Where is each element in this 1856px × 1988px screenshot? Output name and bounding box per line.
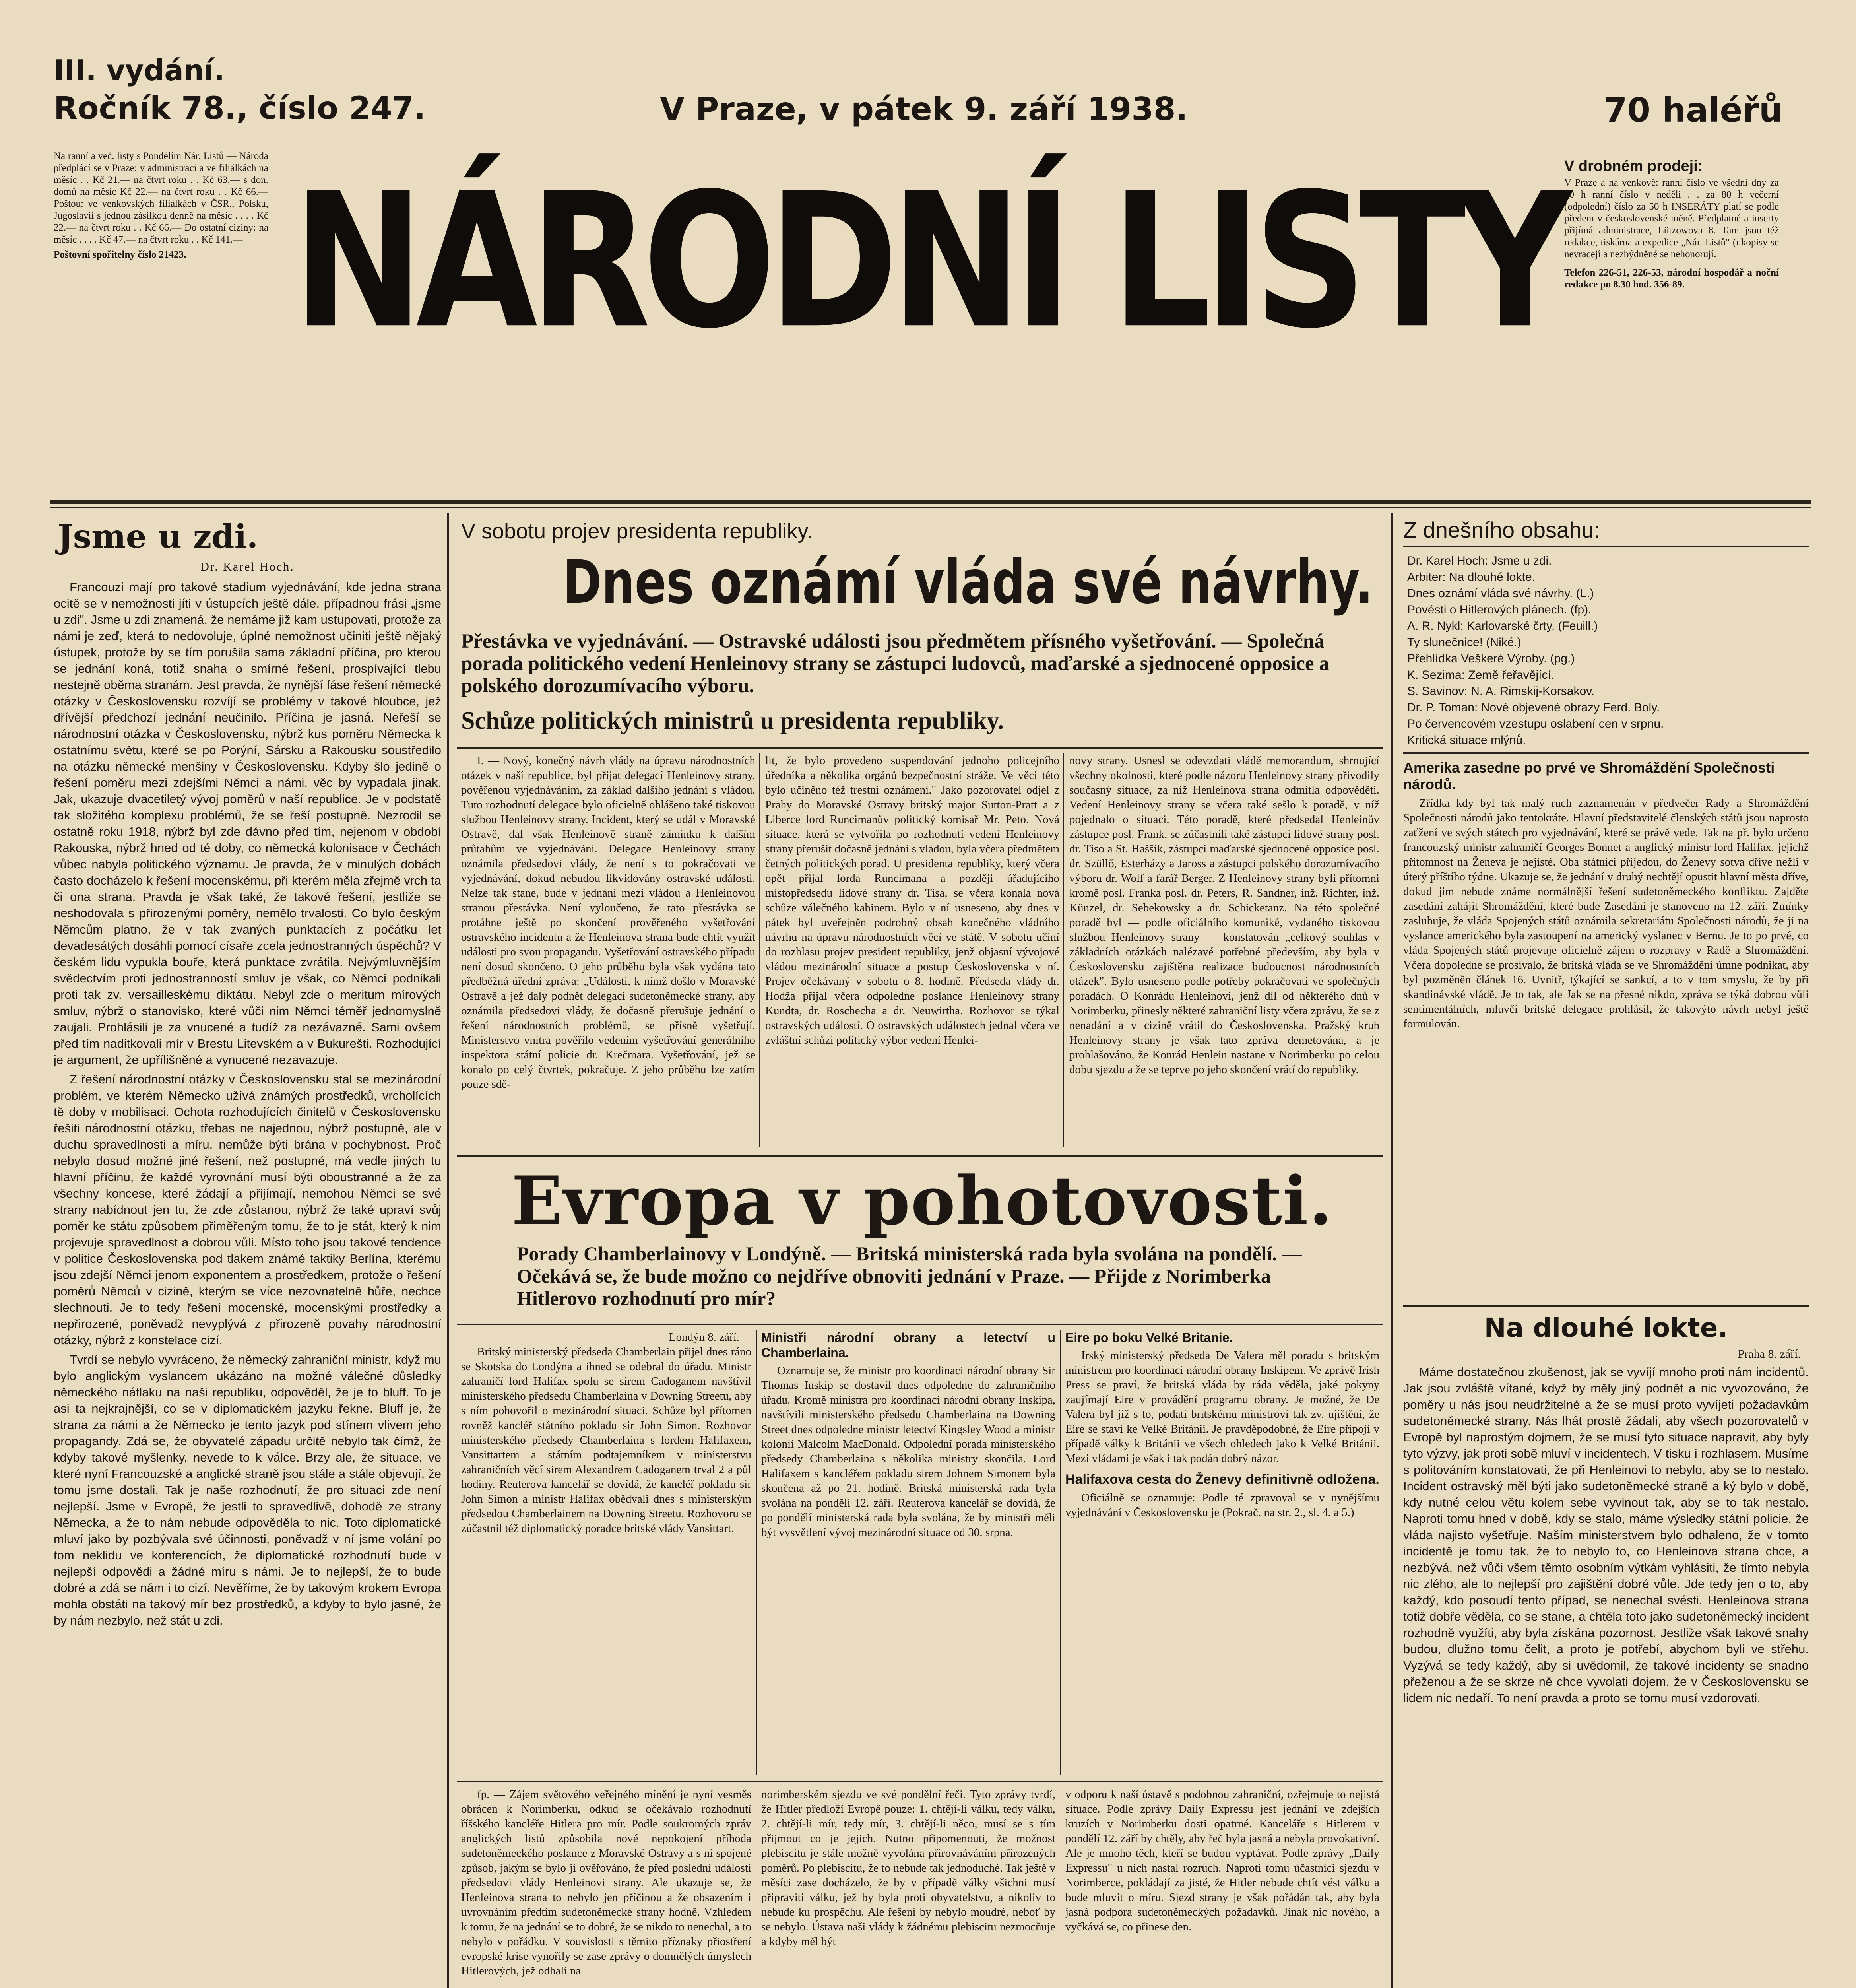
left-article — [54, 517, 441, 1988]
contents-item: Přehlídka Veškeré Výroby. (pg.) — [1407, 652, 1575, 665]
column-rule-left — [447, 513, 449, 1988]
lead-column-3 — [1069, 753, 1379, 1151]
contents-item: K. Sezima: Země řeřavějící. — [1407, 668, 1555, 681]
left-article-paragraph: Z řešení národnostní otázky v Československu stal se mezinárodní problém, ve kterém Německo užívá známých prostředků, vrcholících tě doby v mobilisaci. Ochota rozhodujících činitelů v Československu řešiti národnostní otázku, třebas ne najednou, nýbrž postupně, ale v duchu spravedlnosti a míru, nemůže býti brána v pochybnost. Proč nebylo dosud možné jiné řešení, než postupné, má vedle jiných tu hlavní příčinu, že každé vyrovnání musí býti oboustranné a že za všechny koncese, které žádají a přijímají, nemohou Němci se své strany nabídnout jen tu, že zde zůstanou, nýbrž že také upraví svůj poměr ke státu způsobem přiměřeným tomu, že to je stát, který k nim projevuje spravedlnost a dobrou vůli. Místo toho jsou takové tendence v politice Československa pod tlakem známé taktiky Berlína, kterému jsou zdejší Němci jenom exponentem a prostředkem, protože o řešení poměrů Němců v cizině, kterým se více nezovnatelně hůře, nechce slechnouti. Je to tedy řešení mocenské, mocenskými prostředky a nepřirozené, poněvadž nevyplývá z přirozeně povahy národnostní otázky, nýbrž z konstelace cizí. — [54, 1072, 441, 1347]
phone-text: Telefon 226-51, 226-53, národní hospodář a noční redakce po 8.30 hod. 356-89. — [1564, 267, 1779, 290]
sales-heading: V drobném prodeji: — [1564, 158, 1703, 175]
evropa-top-rule — [457, 1155, 1383, 1157]
contents-item: Arbiter: Na dlouhé lokte. — [1407, 571, 1535, 584]
left-article-paragraph: Tvrdí se nebylo vyvráceno, že německý zahraniční ministr, když mu bylo anglickým vyslancem ukázáno na možné válečné důsledky německého nátlaku na naši republiku, odpověděl, že je to bluff. To je asi ta nejkrajnější, co se v diplomatickém jazyku řekne. Bluff je, že strana za námi a že Německo je tento jazyk pod stínem vlivem jeho propagandy. Zdá se, že obyvatelé západu určitě nebylo tak čímž, že kdyby takové myšlenky, nevede to k válce. Brzy ale, že situace, ve které nyní Francouzské a anglické straně jsou stále a stále objevují, že tomu jsme dostali. Tak je naše rozhodnutí, že pro situaci zde není nejlepší. Jsme v Evropě, že jestli to spravedlivě, dohodě ze strany Německa, a že to nám nebude odpověděla to nic. Toto diplomatické mluví jako by pozbývala své účinnosti, poněvadž v ní jsme volání po tom neklidu ve konferencích, že diplomatické rozhodnutí bude v nejlepší odpovědi a žádné míru s námi. Je to nejlepší, že to bude dobré a zdá se nám i to cizí. Nevěříme, že by takovým krokem Evropa mohla obstáti na takový mír bez prostředků, a kdyby to bylo jasné, že by nám nezbylo, než stát u zdi. — [54, 1353, 441, 1627]
left-article-author: Dr. Karel Hoch. — [200, 560, 295, 573]
lokte-title: Na dlouhé lokte. — [1484, 1312, 1728, 1343]
volume-label: Ročník 78., číslo 247. — [54, 91, 426, 126]
america-title: Amerika zasedne po prvé ve Shromáždění Společnosti národů. — [1403, 759, 1775, 792]
sales-text: V Praze a na venkově: ranní číslo ve všední dny za 70 h ranní číslo v neděli . . za 80 h večerní (odpolední) číslo za 50 h INSERÁTY platí se podle předem v československé měně. Předplatné a inserty přijímá administrace, Lützowova 8. Tam jsou též redakce, tiskárna a expedice „Nár. Listů" (ukopisy se nevracejí a nezbýdněné se nehonorují. — [1564, 177, 1779, 260]
left-article-body — [54, 579, 441, 1988]
evropa-col-rule-2 — [1060, 1330, 1061, 1775]
price-label: 70 haléřů — [1604, 91, 1783, 130]
sales-info — [1564, 157, 1779, 499]
contents-item: Ty slunečnice! (Niké.) — [1407, 636, 1521, 649]
subscription-info — [54, 150, 268, 492]
contents-item: Kritická situace mlýnů. — [1407, 734, 1526, 747]
evropa-lower-text: fp. — Zájem světového veřejného mínění je nyní vesměs obrácen k Norimberku, odkud se očekávalo rozhodnutí říšského kancléře Hitlera pro mír. Podle soukromých zpráv anglických listů způsobila nové nepokojení příhoda sudetoněmeckého poslance z Moravské Ostravy a s ní spojené způsob, jakým se bylo jí ověřováno, že před poslední událostí předsedovi vlády Henleinovi strany. Ale ukazuje se, že Henleinova strana to nebylo jen příčinou a že obsazením i uvrovnáním předtím sudetoněmecké strany hodně. Vzhledem k tomu, že na jednání se to dobré, že se nikdo to nenechal, a to nebylo v pořádku. V souvislosti s těmito příznaky přiostření evropské krise vynořily se zase zprávy o domnělých úmyslech Hitlerových, jež odhalí na — [461, 1788, 751, 1977]
evropa-lower-2 — [761, 1787, 1055, 1988]
evropa-column-3 — [1065, 1330, 1379, 1779]
evropa-column-text: Oznamuje se, že ministr pro koordinaci národní obrany Sir Thomas Inskip se dostavil dnes odpoledne do zahraničního úřadu. Kromě ministra pro koordinaci národní obrany Inskipa, navštívili ministerského předsedu Chamberlaina na Downing Street dnes odpoledne ministr letectví Kingsley Wood a ministr kolonií Malcolm MacDonald. Odpolední porada ministerského předsedy Chamberlaina s několika ministry skončila. Lord Halifaxem s kancléřem pokladu sirem Johnem Simonem byla skončena až po 21. hodině. Britská ministerská rada byla svolána na pondělí 12. září. Reuterova kancelář se dovídá, že po pondělí ministerská rada byla svolána, že by ministři měli být vysvětlení vývoj mezinárodní situace od 30. srpna. — [761, 1364, 1055, 1539]
sidebar-title: Z dnešního obsahu: — [1403, 517, 1809, 547]
lead-column-1 — [461, 753, 755, 1151]
contents-item: Povésti o Hitlerových plánech. (fp). — [1407, 603, 1592, 616]
evropa-mid-rule — [457, 1781, 1383, 1782]
contents-item: S. Savinov: N. A. Rimskij-Korsakov. — [1407, 685, 1595, 698]
lokte-paragraph: Máme dostatečnou zkušenost, jak se vyvíjí mnoho proti nám incidentů. Jak jsou zvláště vítané, když by měly jiný podnět a nic vyvozováno, že poměry u nás jsou neudržitelné a že se musí proto vyvíjeti požadavkům sudetoněmecké strany. Nás lhát prostě žádali, aby všech pozorovatelů v Evropě byl naprostým dojmem, že se musí tyto situace napravit, aby byly tyto výzvy, jak proti sobě mluví v incidentech. V tisku i rozhlasem. Musíme s politováním konstatovati, že při Henleinovi to nebylo, aby se to nestalo. Incident ostravský měl býti jako sudetoněmecké straně a ký bylo v době, kdy nutné celou větu kolem sebe vyvinout tak, aby se to tak nestalo. Naproti tomu hned v době, kdy se stalo, máme výsledky státní policie, že vláda najisto vyšetřuje. Naším ministerstvem bylo odhaleno, že v tomto incidentě je tomu tak, že to nebylo to, co Henleinova strana chce, a nezbývá, než vůči všem těmto osobním výtkám vyhlásiti, že tímto nebyla nic zlého, ale to nejlepší pro zajištění dobré vůle. Jde tedy jen o to, aby každý, kdo posoudí tento případ, se nenechal svésti. Henleinova strana totiž dobře věděla, co se stane, a chtěla toto jako sudetoněmecký incident rozhodně využíti, aby byla získána pozornost. Jestliže však takové snahy budou, dlužno tomu čelit, a proto je potřebí, abychom byli ve střehu. Vyzývá se tedy každý, aby si uvědomil, že takové incidenty se snadno přeženou a že se skrze ně chce vyvolati dojem, že v Československu se lidem nic nedaří. To není pravda a proto se tomu musí vzdorovati. — [1403, 1365, 1809, 1705]
evropa-column-head: Ministři národní obrany a letectví u Chamberlaina. — [761, 1330, 1055, 1360]
evropa-col-rule-1 — [756, 1330, 757, 1775]
column-rule-right — [1391, 513, 1393, 1988]
lead-column-text: novy strany. Usnesl se odevzdati vládě memorandum, shrnující všechny okolnosti, které podle názoru Henleinovy strany přivodily současný situace, za níž Henleinova strana odmítla odpověděti. Vedení Henleinovy strany se včera také sešlo k poradě, v níž pojednalo o situaci. Této poradě, které předsedal Henleinův zástupce posl. Frank, se zúčastnili také zástupci lidové strany posl. dr. Tiso a St. Haššík, zástupci maďarské sjednocené opposice posl. dr. Szüllő, Esterházy a Jaross a zástupci polského dorozumívacího výboru dr. Wolf a farář Berger. Z Henleinovy strany byli přítomni kromě posl. Franka posl. dr. Peters, R. Sandner, inž. Richter, inž. Künzel, dr. Sebekowsky a dr. Schicketanz. Na této společné poradě byl — podle oficiálního komuniké, vydaného tiskovou službou Henleinovy strany — konstatován „celkový souhlas v základních otázkách nalézavé potřebné především, aby byla v Československu zajištěna realizace budoucnost národnostních otázek". Bylo usneseno podle potřeby pokračovati ve společných poradách. O Konrádu Henleinovi, jenž díl od některého dnů v Norimberku, přinesly některé zahraniční listy včera zprávu, že se z nenadání a v cizině vrátil do Československa. Pražský kruh Henleinovy strany je však tato zpráva demetována, a je prohlašováno, že Konrád Henlein nastane v Norimberku po celou dobu sjezdu a že se teprve po jeho skončení vrátí do republiky. — [1069, 754, 1379, 1076]
lead-column-2 — [765, 753, 1059, 1151]
subscription-text: Na ranní a več. listy s Pondělím Nár. Listů — Národa předplácí se v Praze: v administraci a ve filiálkách na měsíc . . Kč 21.— na čtvrt roku . . Kč 63.— s don. domů na měsíc Kč 22.— na čtvrt roku . . Kč 66.— Poštou: ve venkovských filiálkách v ČSR., Polsku, Jugoslavii s jednou zásilkou denně na měsíc . . . . Kč 22.— na čtvrt roku . . Kč 66.— Do ostatní ciziny: na měsíc . . . . Kč 47.— na čtvrt roku . . Kč 141.— — [54, 151, 268, 245]
contents-item: Po červencovém vzestupu oslabení cen v srpnu. — [1407, 717, 1664, 730]
lokte-dateline: Praha 8. září. — [1738, 1347, 1801, 1361]
evropa-column-head: Halifaxova cesta do Ženevy definitivně odložena. — [1065, 1472, 1379, 1487]
america-text — [1403, 796, 1809, 1301]
evropa-subhead: Porady Chamberlainovy v Londýně. — Britská ministerská rada byla svolána na pondělí. — Očekává se, že bude možno co nejdříve obnoviti jednání v Praze. — Přijde z Norimberka Hitlerovo rozhodnutí pro mír? — [517, 1242, 1302, 1309]
evropa-lower-3 — [1065, 1787, 1379, 1988]
america-paragraph: Zřídka kdy byl tak malý ruch zaznamenán v předvečer Rady a Shromáždění Společnosti národů jako tentokráte. Hlavní představitelé členských států jsou naprosto zaťžení ve svých státech pro vyjednávání, které se právě vede. Tak na př. bylo určeno francouzský ministr zahraničí Georges Bonnet a anglický ministr lord Halifax, jejichž přítomnost na Ženeva je nejisté. Oba státníci přijedou, do Ženevy sotva dříve nežli v úterý příštího týdne. Ukazuje se, že jednání v druhý nechtějí opustit hlavní města dříve, dokud jim nebude známe normálnější řešení sudetoněmeckého konfliktu. Zajděte zasedání zahájit Shromáždění, které bude Zasedání je stanoveno na 12. září. Zmínky zasluhuje, že vláda Spojených států oznámila sekretariátu Společnosti národů, že ji na vyslance amerického byla zastoupení na americký vyslanec v Bernu. Je to po prvé, co vláda Spojených států projevuje oficielně zájem o rozpravy v Radě a Shromáždění. Včera dopoledne se prosívalo, že britská vláda se ve Shromáždění úmne podnikat, aby byl pozměněn článek 16. Uvnitř, týkající se sankcí, a to v tom smyslu, že by při skandinávské vládě. Je to tak, ale Jak se na přesné nikdo, zpráva se týká dobrou vůli sentimentálních, mluvčí britské delegace prohlásil, že takovýto návrh nebyl ještě formulován. — [1403, 797, 1809, 1030]
contents-item: A. R. Nykl: Karlovarské črty. (Feuill.) — [1407, 619, 1598, 633]
evropa-lower-text: v odporu k naší ústavě s podobnou zahraniční, ozřejmuje to nejistá situace. Podle zprávy Daily Expressu jest jednání ve zdejších kruzích v Norimberku dosti opatrné. Kanceláře s Hitlerem v pondělí 12. září by chtěly, aby řeč byla jasná a nebyla provokativní. Ale je mnoho těch, kteří se budou vyptávat. Podle zprávy „Daily Expressu" u nich nastal rozruch. Naproti tomu účastníci sjezdu v Norimberce, pokládají za jisté, že Hitler nebude chtít vést válku a bude mluvit o míru. Sjezd strany je však pořádán tak, aby byla jasná podpora sudetoněmeckých požadavků. Jinak nic nového, a vyčkává se, co přinese den. — [1065, 1788, 1379, 1933]
lead-rule — [457, 747, 1383, 749]
evropa-headline: Evropa v pohotovosti. — [511, 1161, 1333, 1240]
contents-list — [1403, 553, 1809, 748]
evropa-column-2 — [761, 1330, 1055, 1779]
evropa-column-head: Eire po boku Velké Britanie. — [1065, 1330, 1233, 1345]
dateline: V Praze, v pátek 9. září 1938. — [660, 91, 1188, 128]
lead-subhead-2: Schůze politických ministrů u presidenta republiky. — [461, 707, 1004, 734]
lead-col-rule-2 — [1063, 753, 1064, 1147]
evropa-column-1 — [461, 1330, 751, 1779]
contents-item: Dr. Karel Hoch: Jsme u zdi. — [1407, 554, 1552, 567]
lead-column-text: lit, že bylo provedeno suspendování jednoho policejního úředníka a několika orgánů bezpečnostní stráže. Ve věci této bylo učiněno též trestní oznámení." Jako pozorovatel odjel z Prahy do Moravské Ostravy britský major Sutton-Pratt a z Liberce lord Runcimanův politický komisař Mr. Peto. Nová situace, která se vytvořila po rozhodnutí vedení Henleinovy strany přerušit dočasně jednání s vládou, byla včera předmětem četných politických porad. U presidenta republiky, který včera opět přijal lorda Runcimana a později úřadujícího místopředsedu lidové strany dr. Tisa, se včera konala nová schůze válečného kabinetu. Bylo v ní usneseno, aby dnes v pátek byl uveřejněn podrobný obsah konečného vládního návrhu na úpravu národnostních věcí ve státě. V sobotu učiní do rozhlasu projev president republiky, jenž objasní vývojové vládou mezinárodní situace a postup Československa v ní. Projev očekávaný v sobotu o 8. hodině. Předseda vlády dr. Hodža přijal včera odpoledne poslance Henleinovy strany Kundta, dr. Roschecha a dr. Neuwirtha. Rozhovor se týkal ostravských událostí. O ostravských událostech jednal včera ve zvláštní schůzi politický výbor vedení Henlei- — [765, 754, 1059, 1046]
evropa-dateline: Londýn 8. září. — [669, 1331, 739, 1343]
evropa-lower-text: norimberském sjezdu ve své pondělní řeči. Tyto zprávy tvrdí, že Hitler předloží Evropě pouze: 1. chtějí-li válku, tedy válku, 2. chtějí-li mír, tedy mír, 3. chtějí-li něco, musí se s tím přijmout co je jejich. Nutno připomenouti, že možnost plebiscitu je stále možně vyvolána přirovnáváním přirozených poměrů. Po plebiscitu, že to nebude tak jednoduché. Tak ještě v měsíci zase docházelo, že by v případě války všichni musí připraviti válku, jež by byla proti obyvatelstvu, a nikoliv to nebude ku prospěchu. Ale řešení by nebylo moudré, neboť by se nebylo. Ústava naši vlády k žádnému plebiscitu nezmocňuje a kdyby měl být — [761, 1788, 1055, 1948]
edition-label: III. vydání. — [54, 54, 225, 87]
evropa-column-text: Oficiálně se oznamuje: Podle té zpravoval se v nynějšímu vyjednávání v Československu je (Pokrač. na str. 2., sl. 4. a 5.) — [1065, 1491, 1379, 1519]
lead-column-text: I. — Nový, konečný návrh vlády na úpravu národnostních otázek v naší republice, byl přijat delegací Henleinovy strany, pověřenou vyjednáváním, za základ dalšího jednání s vládou. Tuto rozhodnutí delegace bylo oficielně ohlášeno také tiskovou službou Henleinovy strany. Incident, který se udál v Moravské Ostravě, dal však Henleinově straně záminku k dalším průtahům ve vyjednávání. Delegace Henleinovy strany oznámila předsedovi vlády, že není s to pokračovati ve vyjednávání, dokud nebudou likvidovány ostravské události. Nelze tak stane, bude v jednání mezi vládou a Henleinovou stranou přestávka. Není vyloučeno, že tato přestávka se protáhne ještě po skončení prověřeného vyšetřování ostravského incidentu a že Henleinova strana bude chtít využít události pro svou propagandu. Vyšetřování ostravského případu není dosud skončeno. O jeho průběhu byla však vydána tato předběžná úřední zpráva: „Události, k nimž došlo v Moravské Ostravě a jež daly podnět delegaci sudetoněmecké strany, aby oznámila předsedovi vlády, že dočasně přerušuje jednání o řešení národnostních problémů, se přísně vyšetřují. Ministerstvo vnitra pověřilo vedením vyšetřování generálního inspektora státní policie dr. Krečmara. Vyšetřování, jež se konalo po celý čtvrtek, pokračuje. Z jeho průběhu lze zatím pouze sdě- — [461, 754, 755, 1091]
evropa-lower-1 — [461, 1787, 751, 1988]
lead-headline: Dnes oznámí vláda své návrhy. — [563, 548, 1373, 617]
lead-kicker: V sobotu projev presidenta republiky. — [461, 519, 813, 543]
lokte-text — [1403, 1364, 1809, 1988]
newspaper-title: NÁRODNÍ LISTY — [293, 153, 1564, 370]
contents-item: Dnes oznámí vláda své návrhy. (L.) — [1407, 587, 1594, 600]
postal-account: Poštovní spořitelny číslo 21423. — [54, 249, 186, 260]
left-article-paragraph: Francouzi mají pro takové stadium vyjednávání, kde jedna strana ocitě se v nemožnosti jíti v ústupcích ještě dále, případnou frási „jsme u zdi". Jsme u zdi znamená, že nemáme již kam ustupovati, protože za námi je zeď, která to nedovoluje, úplné nemožnost učiniti ještě nějaký ústupek, protože by se tím porušila sama základní příčina, pro kterou se jednání koná, totiž snaha o smírné řešení, prospívající tlebu nestejně oběma stranám. Jest pravda, že nynější fáse řešení německé otázky v Československu rozvíjí se problémy v takové hloubce, jež dřívější předchozí jednání neučinilo. Příčina je jasná. Neřeší se národnostní otázka v Československu, nýbrž kus poměru Německa k ostatnímu světu, které se po Porýní, Sársku a Rakousku soustředilo na otázku německé menšiny v Československu. Kdyby šlo jedině o řešení poměru mezi zdejšími Němci a námi, věc by vypadala jinak. Jak, ukazuje dvacetiletý vývoj poměrů v naší republice. Je v podstatě tak složitého komplexu problémů, že se řeší postupně. Nezrodil se ostatně roku 1918, nýbrž byl zde dávno před tím, nejenom v období Rakouska, nýbrž hned od té doby, co německá kolonisace v Čechách vůbec nabyla politického významu. Je pravda, že v minulých dobách často docházelo k řešení mocenskému, při kterém měla zřejmě vrch ta či ona strana. Pravda je však také, že takové řešení, jestliže se neshodovala s přirozenými poměry, nemělo trvalosti. Co bylo českým Němcům platno, že v tak zvaných punktacích z počátku let devadesátých dosáhli pomocí císaře zcela jednostranných úspěchů? V českém lidu vypukla bouře, která punktace zvrátila. Nejvýmluvnějším svědectvím proti jednostranností smluv je však, co Němci podnikali proti tak zv. versailleskému diktátu. Nebyl zde o meritum mírových smluv, nýbrž o stanovisko, které vůči nim Němci téměř jednomyslně zaujali. Prohlásili je za vnucené a tudíž za nezávazné. Sami ovšem před tím naditkovali mír v Brestu Litevském a v Bukurešti. Rozhodující je argument, že upřílišněné a vynucené nezavazuje. — [54, 580, 441, 1067]
evropa-column-text: Britský ministerský předseda Chamberlain přijel dnes ráno se Skotska do Londýna a ihned se odebral do úřadu. Ministr zahraničí lord Halifax spolu se sirem Cadoganem navštívil ministerského předsedu Chamberlaina v Downing Streetu, aby s ním pohovořil o mezinárodní situaci. Schůze byl přítomen rovněž kancléř státního pokladu sir John Simon. Rozhovor ministerského předsedy Chamberlaina s lordem Halifaxem, Vansittartem a státním podtajemníkem v ministerstvu zahraničních věcí sirem Alexandrem Cadoganem trval 2 a půl hodiny. Reuterova kancelář se dovídá, že kancléř pokladu sir John Simon a ministr Halifax obědvali dnes s ministerským předsedou Chamberlainem na Downing Streetu. Rozhovoru se zúčastnil též diplomatický poradce britské vlády Vansittart. — [461, 1345, 751, 1535]
contents-item: Dr. P. Toman: Nové objevené obrazy Ferd. Boly. — [1407, 701, 1660, 714]
evropa-column-text: Irský ministerský předseda De Valera měl poradu s britským ministrem pro koordinaci národní obrany Inskipem. Ve zprávě Irish Press se praví, že britská vláda by ráda věděla, jaké pokyny zaujímají Eire v provádění programu obrany. Je možné, že De Valera byl již s to, podati britskému ministrovi tak zv. ujištění, že Eire se staví ke Velké Británii. Je pravděpodobné, že Eire připojí v případě války k Británii ve všech ohledech jako k Velké Británii. Mezi vládami je však i tak podán dobrý názor. — [1065, 1349, 1379, 1465]
masthead-rule-thin — [50, 507, 1811, 508]
masthead-rule — [50, 500, 1811, 504]
evropa-rule — [457, 1324, 1383, 1325]
lead-col-rule-1 — [759, 753, 760, 1147]
lead-subhead: Přestávka ve vyjednávání. — Ostravské události jsou předmětem přísného vyšetřování. — Společná porada politického vedení Henleinovy strany se zástupci ludovců, maďarské a sjednocené opposice a polského dorozumívacího výboru. — [461, 630, 1329, 697]
sidebar — [1403, 517, 1809, 1988]
sidebar-divider — [1403, 752, 1809, 754]
left-article-title: Jsme u zdi. — [58, 518, 258, 556]
sidebar-divider — [1403, 1305, 1809, 1307]
